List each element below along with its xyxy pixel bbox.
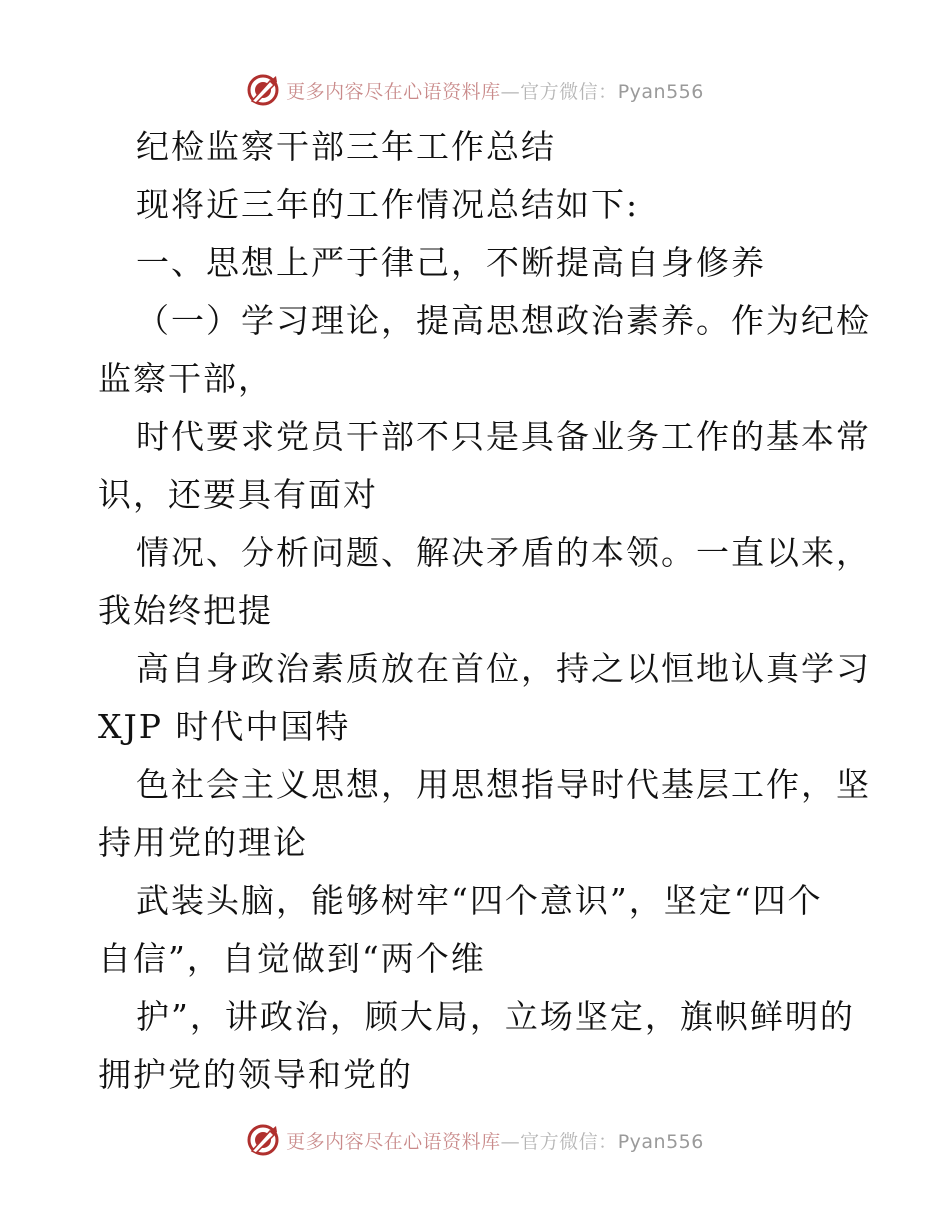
document-line: 情况、分析问题、解决矛盾的本领。一直以来，	[136, 533, 871, 572]
watermark-site-text: 更多内容尽在心语资料库	[286, 80, 501, 103]
document-line: 武装头脑，能够树牢“四个意识”，坚定“四个	[136, 881, 823, 920]
pen-seal-logo-icon	[246, 1123, 280, 1157]
watermark-account: Pyan556	[617, 1130, 704, 1153]
document-line: 我始终把提	[98, 591, 273, 630]
document-title: 纪检监察干部三年工作总结	[136, 127, 556, 166]
header-watermark	[0, 70, 950, 110]
footer-watermark	[0, 1120, 950, 1160]
watermark-contact-text: 官方微信：	[520, 80, 618, 103]
watermark-text	[286, 77, 704, 104]
watermark-text	[286, 1127, 704, 1154]
document-line: 护”，讲政治，顾大局，立场坚定，旗帜鲜明的	[136, 997, 855, 1036]
document-line: （一）学习理论，提高思想政治素养。作为纪检	[136, 301, 871, 340]
document-line: 自信”，自觉做到“两个维	[98, 939, 486, 978]
document-line: 色社会主义思想，用思想指导时代基层工作，坚	[136, 765, 871, 804]
document-line: 高自身政治素质放在首位，持之以恒地认真学习	[136, 649, 871, 688]
watermark-dash: —	[500, 80, 521, 103]
document-line: 时代要求党员干部不只是具备业务工作的基本常	[136, 417, 871, 456]
document-body	[98, 118, 871, 1104]
watermark-account: Pyan556	[617, 80, 704, 103]
document-line: 持用党的理论	[98, 823, 308, 862]
document-line: 一、思想上严于律己，不断提高自身修养	[136, 243, 766, 282]
document-line: 监察干部，	[98, 359, 273, 398]
watermark-site-text: 更多内容尽在心语资料库	[286, 1130, 501, 1153]
document-line: XJP 时代中国特	[98, 707, 351, 746]
pen-seal-logo-icon	[246, 73, 280, 107]
watermark-contact-text: 官方微信：	[520, 1130, 618, 1153]
document-line: 识，还要具有面对	[98, 475, 378, 514]
watermark-dash: —	[500, 1130, 521, 1153]
document-line: 现将近三年的工作情况总结如下:	[136, 185, 640, 224]
document-line: 拥护党的领导和党的	[98, 1055, 413, 1094]
